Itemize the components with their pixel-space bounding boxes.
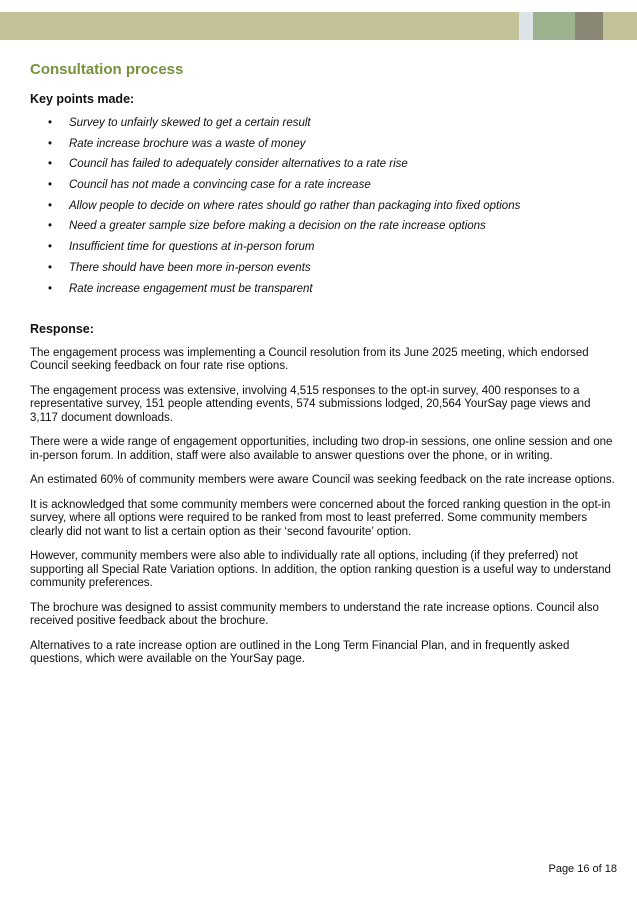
response-paragraph: There were a wide range of engagement opportunities, including two drop-in sessions, one online session and one in-person forum. In addition, staff were also available to answer questions over the phone, or in writing. <box>30 436 613 462</box>
header-block-end <box>603 12 637 40</box>
response-paragraph: The engagement process was extensive, involving 4,515 responses to the opt-in survey, 400 responses to a representative survey, 151 people attending events, 574 submissions lodged, 20,564 YourSay page views and 3,117 document downloads. <box>30 384 591 424</box>
response-paragraph: An estimated 60% of community members were aware Council was seeking feedback on the rate increase options. <box>30 474 615 486</box>
response-heading: Response: <box>30 321 94 336</box>
key-point: • Rate increase engagement must be transparent <box>30 282 620 296</box>
key-point: • Council has failed to adequately consider alternatives to a rate rise <box>30 157 620 171</box>
response-paragraph: Alternatives to a rate increase option are outlined in the Long Term Financial Plan, and in frequently asked questions, which were available on the YourSay page. <box>30 639 570 665</box>
header-block-light <box>519 12 533 40</box>
response-paragraph: It is acknowledged that some community members were concerned about the forced ranking question in the opt-in survey, where all options were required to be ranked from most to least preferred. Some community members clearly did not want to list a certain option as their ‘second favourite’ option. <box>30 498 611 538</box>
key-points-list <box>30 116 620 296</box>
page-content <box>30 60 620 678</box>
response-paragraph: The engagement process was implementing a Council resolution from its June 2025 meeting, which endorsed Council seeking feedback on four rate rise options. <box>30 346 589 372</box>
response-body <box>30 347 620 667</box>
key-point: • Insufficient time for questions at in-person forum <box>30 240 620 254</box>
header-block-dark <box>575 12 603 40</box>
response-paragraph: The brochure was designed to assist community members to understand the rate increase options. Council also received positive feedback about the brochure. <box>30 601 599 627</box>
response-paragraph: However, community members were also able to individually rate all options, including (if they preferred) not supporting all Special Rate Variation options. In addition, the option ranking question is a useful way to understand community preferences. <box>30 550 611 589</box>
key-points-heading: Key points made: <box>30 92 135 106</box>
key-point: • Allow people to decide on where rates should go rather than packaging into fixed options <box>30 199 620 213</box>
key-point: • Survey to unfairly skewed to get a certain result <box>30 116 620 130</box>
key-point: • Rate increase brochure was a waste of money <box>30 137 620 151</box>
key-point: • Need a greater sample size before making a decision on the rate increase options <box>30 219 620 233</box>
key-point: • Council has not made a convincing case for a rate increase <box>30 178 620 192</box>
section-title: Consultation process <box>30 61 184 78</box>
header-block-green <box>533 12 575 40</box>
page-number: Page 16 of 18 <box>548 863 617 875</box>
key-point: • There should have been more in-person events <box>30 261 620 275</box>
